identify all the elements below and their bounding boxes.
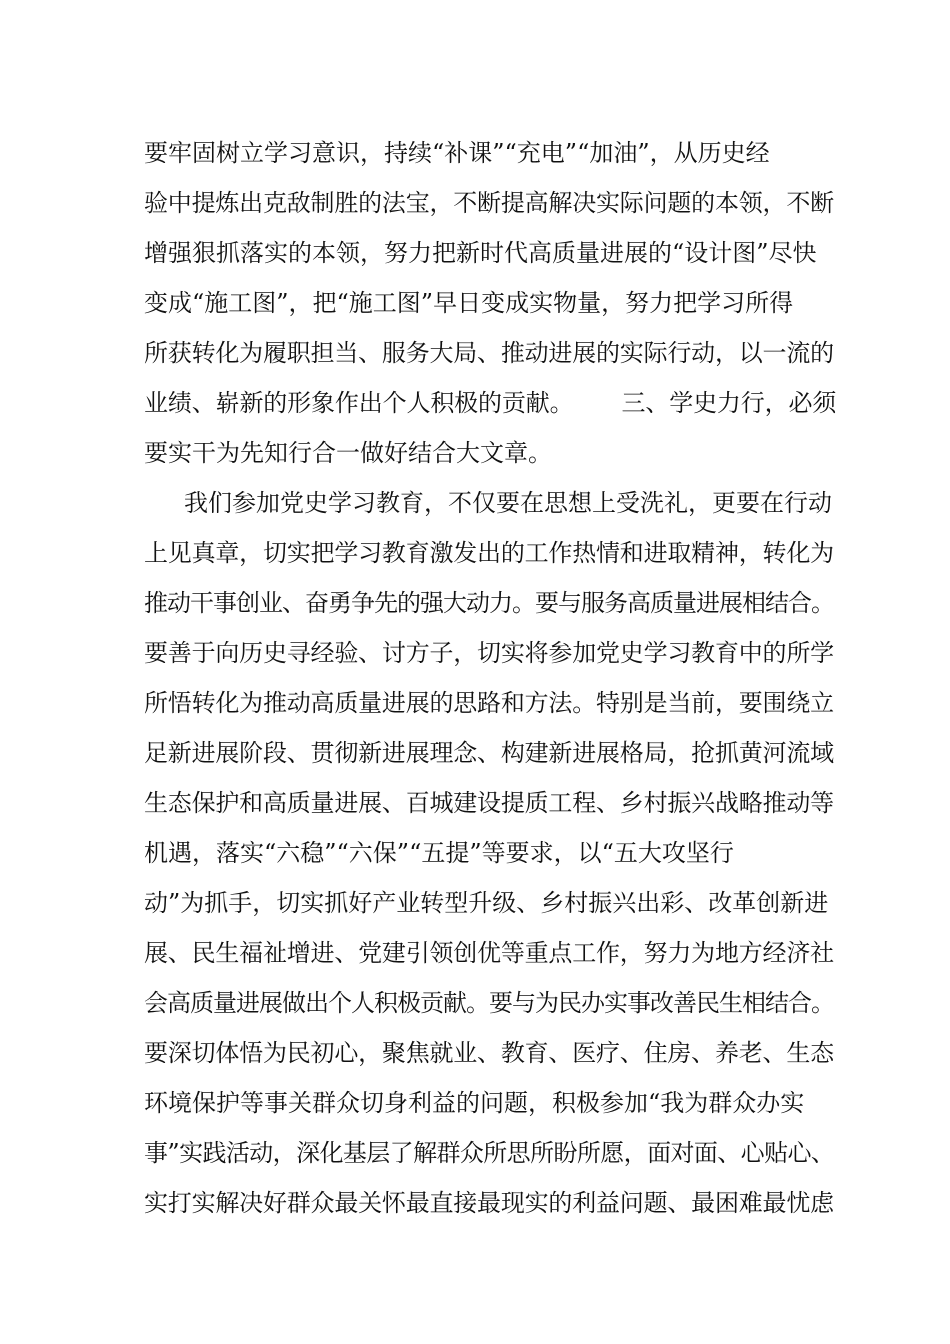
text-line: 足新进展阶段、贯彻新进展理念、构建新进展格局，抢抓黄河流域 bbox=[144, 739, 834, 767]
text-line: 事”实践活动，深化基层了解群众所思所盼所愿，面对面、心贴心、 bbox=[144, 1139, 835, 1167]
text-line: 环境保护等事关群众切身利益的问题，积极参加“我为群众办实 bbox=[144, 1089, 805, 1117]
paragraph-2 bbox=[144, 478, 834, 1228]
text-line: 机遇，落实“六稳”“六保”“五提”等要求，以“五大攻坚行 bbox=[144, 839, 734, 867]
text-line: 所获转化为履职担当、服务大局、推动进展的实际行动，以一流的 bbox=[144, 339, 834, 367]
text-line: 动”为抓手，切实抓好产业转型升级、乡村振兴出彩、改革创新进 bbox=[144, 889, 829, 917]
section-heading: 三、学史力行，必须 bbox=[621, 389, 837, 417]
text-line: 会高质量进展做出个人积极贡献。要与为民办实事改善民生相结合。 bbox=[144, 989, 834, 1017]
text-line-with-heading bbox=[144, 378, 837, 428]
text-line-first bbox=[144, 478, 834, 528]
text-line: 增强狠抓落实的本领，努力把新时代高质量进展的“设计图”尽快 bbox=[144, 239, 817, 267]
text-line: 变成“施工图”，把“施工图”早日变成实物量，努力把学习所得 bbox=[144, 289, 794, 317]
document-body bbox=[144, 128, 837, 1228]
text-segment: 我们参加党史学习教育，不仅要在思想上受洗礼，更要在行动 bbox=[184, 489, 832, 517]
text-segment: 业绩、崭新的形象作出个人积极的贡献。 bbox=[144, 389, 574, 417]
paragraph-1 bbox=[144, 128, 837, 478]
text-line: 所悟转化为推动高质量进展的思路和方法。特别是当前，要围绕立 bbox=[144, 689, 834, 717]
text-line: 要牢固树立学习意识，持续“补课”“充电”“加油”，从历史经 bbox=[144, 139, 770, 167]
text-line: 推动干事创业、奋勇争先的强大动力。要与服务高质量进展相结合。 bbox=[144, 589, 834, 617]
text-line: 实打实解决好群众最关怀最直接最现实的利益问题、最困难最忧虑 bbox=[144, 1189, 834, 1217]
text-line: 生态保护和高质量进展、百城建设提质工程、乡村振兴战略推动等 bbox=[144, 789, 834, 817]
text-line: 要深切体悟为民初心，聚焦就业、教育、医疗、住房、养老、生态 bbox=[144, 1039, 834, 1067]
text-line: 展、民生福祉增进、党建引领创优等重点工作，努力为地方经济社 bbox=[144, 939, 834, 967]
text-line: 要善于向历史寻经验、讨方子，切实将参加党史学习教育中的所学 bbox=[144, 639, 834, 667]
text-line: 上见真章，切实把学习教育激发出的工作热情和进取精神，转化为 bbox=[144, 539, 834, 567]
text-line: 要实干为先知行合一做好结合大文章。 bbox=[144, 439, 552, 467]
text-line: 验中提炼出克敌制胜的法宝，不断提高解决实际问题的本领，不断 bbox=[144, 189, 834, 217]
